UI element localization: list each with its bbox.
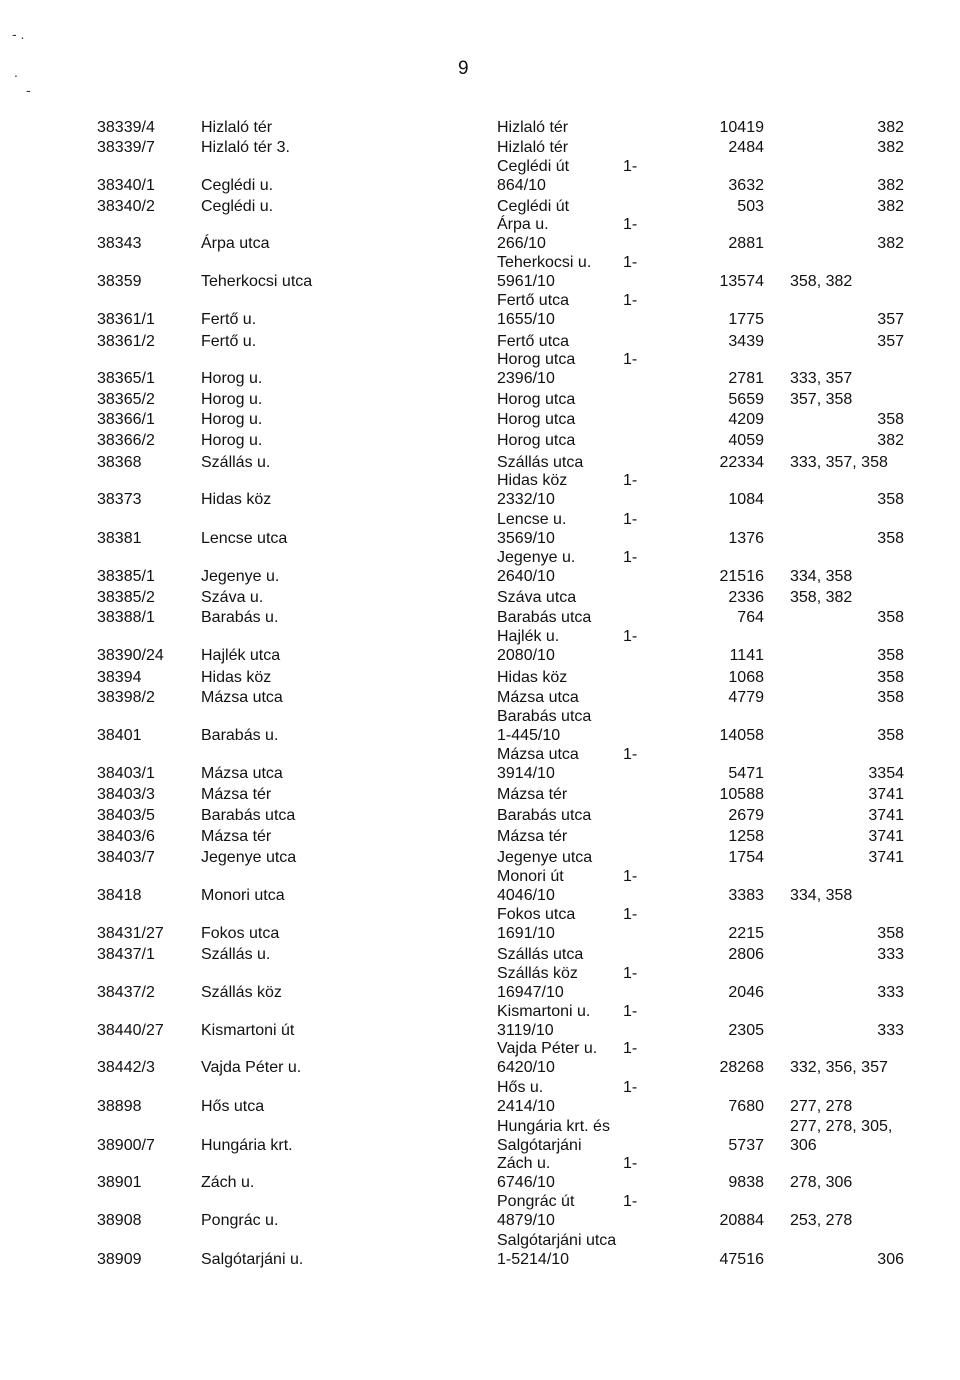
table-row bbox=[0, 764, 960, 784]
area-value: 2679 bbox=[728, 807, 764, 824]
new-parcel-ref: 1-5214/10 bbox=[497, 1251, 570, 1268]
new-street-name: Mázsa tér bbox=[497, 828, 568, 845]
parcel-number: 38339/4 bbox=[97, 119, 155, 136]
old-street-name: Pongrác u. bbox=[201, 1212, 279, 1229]
old-street-name: Zách u. bbox=[201, 1174, 255, 1191]
table-row-upper bbox=[0, 1002, 960, 1022]
map-sheet: 333, 357, 358 bbox=[790, 454, 888, 471]
area-value: 3632 bbox=[728, 177, 764, 194]
table-row-upper bbox=[0, 1154, 960, 1174]
map-sheet: 277, 278 bbox=[790, 1098, 853, 1115]
area-value: 2806 bbox=[728, 946, 764, 963]
area-value: 13574 bbox=[719, 273, 764, 290]
map-sheet: 277, 278, 305, bbox=[790, 1118, 893, 1135]
area-value: 7680 bbox=[728, 1098, 764, 1115]
new-street-name: Jegenye u. bbox=[497, 549, 576, 566]
old-street-name: Lencse utca bbox=[201, 530, 288, 547]
old-street-name: Árpa utca bbox=[201, 235, 270, 252]
new-street-name: Zách u. bbox=[497, 1155, 551, 1172]
area-value: 2046 bbox=[728, 984, 764, 1001]
old-street-name: Jegenye u. bbox=[201, 568, 280, 585]
map-sheet: 358 bbox=[877, 689, 904, 706]
old-street-name: Hajlék utca bbox=[201, 647, 281, 664]
new-street-name: Horog utca bbox=[497, 391, 576, 408]
map-sheet: 358, 382 bbox=[790, 273, 853, 290]
table-row-upper bbox=[0, 707, 960, 727]
parcel-number: 38361/2 bbox=[97, 333, 155, 350]
old-street-name: Mázsa tér bbox=[201, 786, 272, 803]
new-street-name: Salgótarjáni utca bbox=[497, 1232, 617, 1249]
parcel-number: 38900/7 bbox=[97, 1137, 155, 1154]
new-street-name: Vajda Péter u. bbox=[497, 1040, 598, 1057]
share-marker: 1- bbox=[623, 216, 638, 233]
new-street-name: Száva utca bbox=[497, 589, 577, 606]
table-row-upper bbox=[0, 548, 960, 568]
table-row bbox=[0, 588, 960, 608]
table-row bbox=[0, 726, 960, 746]
parcel-number: 38901 bbox=[97, 1174, 142, 1191]
parcel-number: 38431/27 bbox=[97, 925, 164, 942]
area-value: 9838 bbox=[728, 1174, 764, 1191]
table-row bbox=[0, 138, 960, 158]
share-marker: 1- bbox=[623, 1155, 638, 1172]
old-street-name: Horog u. bbox=[201, 391, 263, 408]
share-marker: 1- bbox=[623, 746, 638, 763]
table-row-upper bbox=[0, 1192, 960, 1212]
new-street-name: Barabás utca bbox=[497, 708, 592, 725]
new-parcel-ref: 2332/10 bbox=[497, 491, 555, 508]
table-row bbox=[0, 1173, 960, 1193]
old-street-name: Fertő u. bbox=[201, 333, 257, 350]
area-value: 764 bbox=[737, 609, 764, 626]
old-street-name: Hős utca bbox=[201, 1098, 265, 1115]
area-value: 2336 bbox=[728, 589, 764, 606]
area-value: 503 bbox=[737, 198, 764, 215]
old-street-name: Ceglédi u. bbox=[201, 198, 274, 215]
area-value: 3439 bbox=[728, 333, 764, 350]
old-street-name: Hidas köz bbox=[201, 669, 272, 686]
new-street-name: Horog utca bbox=[497, 351, 576, 368]
page-number: 9 bbox=[458, 58, 469, 79]
new-street-name: Hizlaló tér bbox=[497, 119, 569, 136]
new-street-name: Szállás utca bbox=[497, 946, 584, 963]
parcel-number: 38340/2 bbox=[97, 198, 155, 215]
new-parcel-ref: 1655/10 bbox=[497, 311, 555, 328]
table-row bbox=[0, 369, 960, 389]
area-value: 1141 bbox=[729, 647, 764, 664]
map-sheet: 358, 382 bbox=[790, 589, 853, 606]
old-street-name: Barabás utca bbox=[201, 807, 296, 824]
parcel-number: 38365/2 bbox=[97, 391, 155, 408]
old-street-name: Ceglédi u. bbox=[201, 177, 274, 194]
area-value: 10588 bbox=[719, 786, 764, 803]
new-parcel-ref: 5961/10 bbox=[497, 273, 555, 290]
parcel-number: 38340/1 bbox=[97, 177, 155, 194]
corner-mark: . bbox=[14, 64, 18, 80]
map-sheet: 382 bbox=[877, 235, 904, 252]
parcel-number: 38394 bbox=[97, 669, 142, 686]
map-sheet: 382 bbox=[877, 177, 904, 194]
old-street-name: Mázsa utca bbox=[201, 689, 283, 706]
table-row bbox=[0, 1097, 960, 1117]
new-street-name: Mázsa utca bbox=[497, 689, 579, 706]
table-row bbox=[0, 490, 960, 510]
table-row-upper bbox=[0, 215, 960, 235]
new-parcel-ref: 3119/10 bbox=[497, 1022, 554, 1039]
table-row-upper bbox=[0, 157, 960, 177]
table-row bbox=[0, 668, 960, 688]
new-street-name: Mázsa tér bbox=[497, 786, 568, 803]
map-sheet: 332, 356, 357 bbox=[790, 1059, 888, 1076]
table-row bbox=[0, 646, 960, 666]
area-value: 2215 bbox=[728, 925, 764, 942]
new-parcel-ref: 266/10 bbox=[497, 235, 546, 252]
table-row bbox=[0, 310, 960, 330]
table-row bbox=[0, 197, 960, 217]
new-parcel-ref: 3914/10 bbox=[497, 765, 555, 782]
parcel-number: 38381 bbox=[97, 530, 142, 547]
map-sheet: 358 bbox=[877, 669, 904, 686]
new-street-name: Jegenye utca bbox=[497, 849, 593, 866]
old-street-name: Hungária krt. bbox=[201, 1137, 293, 1154]
map-sheet: 357 bbox=[877, 333, 904, 350]
old-street-name: Jegenye utca bbox=[201, 849, 297, 866]
table-row-upper bbox=[0, 1078, 960, 1098]
table-row bbox=[0, 390, 960, 410]
new-parcel-ref: Salgótarjáni bbox=[497, 1137, 582, 1154]
new-parcel-ref: 4046/10 bbox=[497, 887, 555, 904]
area-value: 22334 bbox=[719, 454, 764, 471]
map-sheet: 333 bbox=[877, 1022, 904, 1039]
new-parcel-ref: 864/10 bbox=[497, 177, 546, 194]
area-value: 1258 bbox=[728, 828, 764, 845]
new-parcel-ref: 2414/10 bbox=[497, 1098, 555, 1115]
map-sheet: 278, 306 bbox=[790, 1174, 853, 1191]
table-row bbox=[0, 332, 960, 352]
new-street-name: Ceglédi út bbox=[497, 158, 570, 175]
old-street-name: Mázsa tér bbox=[201, 828, 272, 845]
table-row bbox=[0, 410, 960, 430]
old-street-name: Szállás u. bbox=[201, 454, 271, 471]
map-sheet: 3354 bbox=[868, 765, 904, 782]
new-street-name: Hungária krt. és bbox=[497, 1118, 610, 1135]
parcel-number: 38898 bbox=[97, 1098, 142, 1115]
table-row-upper bbox=[0, 905, 960, 925]
old-street-name: Hizlaló tér 3. bbox=[201, 139, 290, 156]
map-sheet: 306 bbox=[877, 1251, 904, 1268]
table-row-upper bbox=[0, 291, 960, 311]
old-street-name: Teherkocsi utca bbox=[201, 273, 313, 290]
share-marker: 1- bbox=[623, 292, 638, 309]
area-value: 2881 bbox=[728, 235, 764, 252]
share-marker: 1- bbox=[623, 1003, 638, 1020]
table-row bbox=[0, 529, 960, 549]
map-sheet: 253, 278 bbox=[790, 1212, 853, 1229]
table-row bbox=[0, 234, 960, 254]
map-sheet: 358 bbox=[877, 925, 904, 942]
table-row bbox=[0, 886, 960, 906]
old-street-name: Fokos utca bbox=[201, 925, 280, 942]
old-street-name: Monori utca bbox=[201, 887, 285, 904]
table-row bbox=[0, 1211, 960, 1231]
table-row-upper bbox=[0, 253, 960, 273]
new-street-name: Hajlék u. bbox=[497, 628, 560, 645]
new-street-name: Horog utca bbox=[497, 432, 576, 449]
old-street-name: Hidas köz bbox=[201, 491, 272, 508]
table-row bbox=[0, 848, 960, 868]
table-row bbox=[0, 806, 960, 826]
old-street-name: Salgótarjáni u. bbox=[201, 1251, 304, 1268]
table-row bbox=[0, 983, 960, 1003]
new-street-name: Mázsa utca bbox=[497, 746, 579, 763]
parcel-number: 38373 bbox=[97, 491, 142, 508]
map-sheet: 333, 357 bbox=[790, 370, 853, 387]
table-row bbox=[0, 567, 960, 587]
new-street-name: Hidas köz bbox=[497, 472, 568, 489]
area-value: 1084 bbox=[728, 491, 764, 508]
corner-mark: - . bbox=[12, 26, 25, 42]
parcel-number: 38437/2 bbox=[97, 984, 155, 1001]
share-marker: 1- bbox=[623, 1079, 638, 1096]
table-row-upper bbox=[0, 510, 960, 530]
table-row-upper bbox=[0, 964, 960, 984]
old-street-name: Fertő u. bbox=[201, 311, 257, 328]
share-marker: 1- bbox=[623, 472, 638, 489]
table-row bbox=[0, 176, 960, 196]
new-parcel-ref: 6746/10 bbox=[497, 1174, 555, 1191]
new-parcel-ref: 4879/10 bbox=[497, 1212, 555, 1229]
map-sheet: 357, 358 bbox=[790, 391, 853, 408]
area-value: 2484 bbox=[728, 139, 764, 156]
map-sheet: 3741 bbox=[868, 807, 904, 824]
new-parcel-ref: 1-445/10 bbox=[497, 727, 561, 744]
parcel-number: 38365/1 bbox=[97, 370, 155, 387]
parcel-number: 38368 bbox=[97, 454, 142, 471]
share-marker: 1- bbox=[623, 868, 638, 885]
new-street-name: Hizlaló tér bbox=[497, 139, 569, 156]
table-row bbox=[0, 688, 960, 708]
old-street-name: Mázsa utca bbox=[201, 765, 283, 782]
new-parcel-ref: 2640/10 bbox=[497, 568, 555, 585]
table-row bbox=[0, 1021, 960, 1041]
new-street-name: Fertő utca bbox=[497, 333, 570, 350]
map-sheet: 3741 bbox=[868, 786, 904, 803]
area-value: 1775 bbox=[728, 311, 764, 328]
area-value: 3383 bbox=[728, 887, 764, 904]
new-street-name: Horog utca bbox=[497, 411, 576, 428]
parcel-number: 38343 bbox=[97, 235, 142, 252]
parcel-number: 38403/3 bbox=[97, 786, 155, 803]
area-value: 5737 bbox=[728, 1137, 764, 1154]
map-sheet: 358 bbox=[877, 491, 904, 508]
new-parcel-ref: 3569/10 bbox=[497, 530, 555, 547]
area-value: 2781 bbox=[728, 370, 764, 387]
old-street-name: Száva u. bbox=[201, 589, 264, 606]
new-street-name: Hős u. bbox=[497, 1079, 544, 1096]
table-row bbox=[0, 608, 960, 628]
new-parcel-ref: 2396/10 bbox=[497, 370, 555, 387]
table-row bbox=[0, 945, 960, 965]
old-street-name: Horog u. bbox=[201, 432, 263, 449]
parcel-number: 38403/7 bbox=[97, 849, 155, 866]
table-row-upper bbox=[0, 627, 960, 647]
area-value: 4779 bbox=[728, 689, 764, 706]
parcel-number: 38339/7 bbox=[97, 139, 155, 156]
table-row-upper bbox=[0, 350, 960, 370]
parcel-number: 38403/6 bbox=[97, 828, 155, 845]
parcel-number: 38366/2 bbox=[97, 432, 155, 449]
map-sheet: 358 bbox=[877, 530, 904, 547]
table-row-upper bbox=[0, 867, 960, 887]
table-row bbox=[0, 272, 960, 292]
area-value: 20884 bbox=[719, 1212, 764, 1229]
new-street-name: Monori út bbox=[497, 868, 564, 885]
new-parcel-ref: 6420/10 bbox=[497, 1059, 555, 1076]
old-street-name: Barabás u. bbox=[201, 609, 279, 626]
parcel-number: 38401 bbox=[97, 727, 142, 744]
table-row bbox=[0, 924, 960, 944]
map-sheet: 358 bbox=[877, 647, 904, 664]
table-row bbox=[0, 118, 960, 138]
area-value: 47516 bbox=[719, 1251, 764, 1268]
share-marker: 1- bbox=[623, 965, 638, 982]
old-street-name: Vajda Péter u. bbox=[201, 1059, 302, 1076]
map-sheet: 382 bbox=[877, 198, 904, 215]
parcel-number: 38390/24 bbox=[97, 647, 164, 664]
corner-mark: - bbox=[26, 82, 31, 98]
new-street-name: Fertő utca bbox=[497, 292, 570, 309]
new-street-name: Barabás utca bbox=[497, 807, 592, 824]
share-marker: 1- bbox=[623, 906, 638, 923]
parcel-number: 38359 bbox=[97, 273, 142, 290]
map-sheet: 334, 358 bbox=[790, 887, 853, 904]
share-marker: 1- bbox=[623, 1040, 638, 1057]
parcel-number: 38366/1 bbox=[97, 411, 155, 428]
table-row bbox=[0, 453, 960, 473]
map-sheet: 382 bbox=[877, 432, 904, 449]
table-row bbox=[0, 1250, 960, 1270]
new-street-name: Szállás utca bbox=[497, 454, 584, 471]
area-value: 1376 bbox=[728, 530, 764, 547]
table-row bbox=[0, 431, 960, 451]
new-street-name: Fokos utca bbox=[497, 906, 576, 923]
new-street-name: Lencse u. bbox=[497, 511, 567, 528]
old-street-name: Horog u. bbox=[201, 411, 263, 428]
area-value: 1068 bbox=[728, 669, 764, 686]
share-marker: 1- bbox=[623, 158, 638, 175]
area-value: 4209 bbox=[728, 411, 764, 428]
parcel-number: 38418 bbox=[97, 887, 142, 904]
parcel-number: 38909 bbox=[97, 1251, 142, 1268]
area-value: 4059 bbox=[728, 432, 764, 449]
share-marker: 1- bbox=[623, 511, 638, 528]
old-street-name: Szállás u. bbox=[201, 946, 271, 963]
new-street-name: Szállás köz bbox=[497, 965, 578, 982]
map-sheet: 333 bbox=[877, 946, 904, 963]
parcel-number: 38361/1 bbox=[97, 311, 155, 328]
old-street-name: Kismartoni út bbox=[201, 1022, 295, 1039]
parcel-number: 38908 bbox=[97, 1212, 142, 1229]
area-value: 2305 bbox=[728, 1022, 764, 1039]
parcel-number: 38403/1 bbox=[97, 765, 155, 782]
new-street-name: Ceglédi út bbox=[497, 198, 570, 215]
area-value: 21516 bbox=[719, 568, 764, 585]
parcel-number: 38398/2 bbox=[97, 689, 155, 706]
parcel-number: 38388/1 bbox=[97, 609, 155, 626]
area-value: 5659 bbox=[728, 391, 764, 408]
map-sheet: 3741 bbox=[868, 849, 904, 866]
map-sheet: 357 bbox=[877, 311, 904, 328]
table-row bbox=[0, 827, 960, 847]
old-street-name: Hizlaló tér bbox=[201, 119, 273, 136]
parcel-number: 38437/1 bbox=[97, 946, 155, 963]
new-street-name: Hidas köz bbox=[497, 669, 568, 686]
area-value: 14058 bbox=[719, 727, 764, 744]
area-value: 10419 bbox=[719, 119, 764, 136]
parcel-number: 38440/27 bbox=[97, 1022, 164, 1039]
area-value: 1754 bbox=[728, 849, 764, 866]
area-value: 5471 bbox=[728, 765, 764, 782]
parcel-number: 38403/5 bbox=[97, 807, 155, 824]
table-row-upper bbox=[0, 1231, 960, 1251]
new-parcel-ref: 1691/10 bbox=[497, 925, 555, 942]
share-marker: 1- bbox=[623, 1193, 638, 1210]
map-sheet: 333 bbox=[877, 984, 904, 1001]
old-street-name: Barabás u. bbox=[201, 727, 279, 744]
map-sheet: 382 bbox=[877, 119, 904, 136]
new-street-name: Teherkocsi u. bbox=[497, 254, 592, 271]
table-row-upper bbox=[0, 1039, 960, 1059]
old-street-name: Horog u. bbox=[201, 370, 263, 387]
share-marker: 1- bbox=[623, 628, 638, 645]
share-marker: 1- bbox=[623, 254, 638, 271]
new-parcel-ref: 16947/10 bbox=[497, 984, 564, 1001]
old-street-name: Szállás köz bbox=[201, 984, 282, 1001]
parcel-number: 38385/2 bbox=[97, 589, 155, 606]
new-parcel-ref: 2080/10 bbox=[497, 647, 555, 664]
map-sheet: 334, 358 bbox=[790, 568, 853, 585]
map-sheet-cont: 306 bbox=[790, 1137, 817, 1154]
new-street-name: Barabás utca bbox=[497, 609, 592, 626]
map-sheet: 3741 bbox=[868, 828, 904, 845]
table-row bbox=[0, 785, 960, 805]
parcel-number: 38385/1 bbox=[97, 568, 155, 585]
table-row bbox=[0, 1058, 960, 1078]
new-street-name: Kismartoni u. bbox=[497, 1003, 591, 1020]
new-street-name: Árpa u. bbox=[497, 216, 549, 233]
share-marker: 1- bbox=[623, 549, 638, 566]
table-row-upper bbox=[0, 471, 960, 491]
share-marker: 1- bbox=[623, 351, 638, 368]
table-row-upper bbox=[0, 745, 960, 765]
map-sheet: 382 bbox=[877, 139, 904, 156]
new-street-name: Pongrác út bbox=[497, 1193, 575, 1210]
map-sheet: 358 bbox=[877, 727, 904, 744]
area-value: 28268 bbox=[719, 1059, 764, 1076]
map-sheet: 358 bbox=[877, 411, 904, 428]
parcel-number: 38442/3 bbox=[97, 1059, 155, 1076]
map-sheet: 358 bbox=[877, 609, 904, 626]
